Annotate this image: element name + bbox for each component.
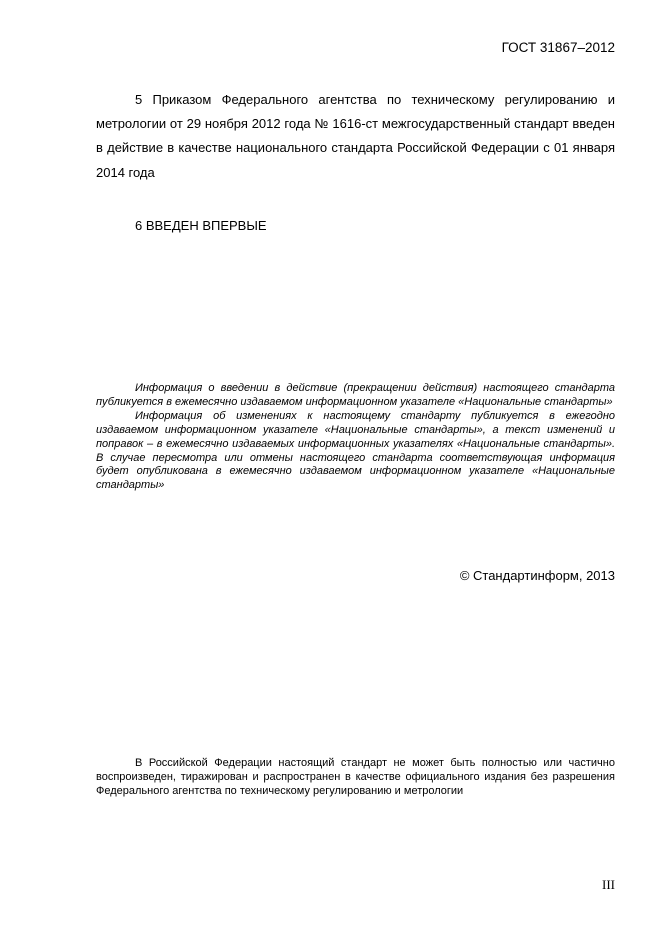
copyright-notice: © Стандартинформ, 2013 <box>459 568 615 583</box>
info-paragraph-2: Информация об изменениях к настоящему стандарту публикуется в ежегодно издаваемом информационном указателе «Национальные стандарты», а текст изменений и поправок – в ежемесячно издаваемых информационных указателях «Национальные стандарты». В случае пересмотра или отмены настоящего стандарта соответствующая информация будет опубликована в ежемесячно издаваемом информационном указателе «Национальные стандарты» <box>96 409 615 492</box>
publication-info-block <box>96 382 615 493</box>
section-item-5 <box>96 88 615 185</box>
item-5-text: 5 Приказом Федерального агентства по техническому регулированию и метрологии от 29 ноября 2012 года № 1616-ст межгосударственный стандарт введен в действие в качестве национального стандарта Российской Федерации с 01 января 2014 года <box>96 92 615 180</box>
section-item-6: 6 ВВЕДЕН ВПЕРВЫЕ <box>135 218 267 233</box>
legal-notice-text: В Российской Федерации настоящий стандарт не может быть полностью или частично воспроизведен, тиражирован и распространен в качестве официального издания без разрешения Федерального агентства по техническому регулированию и метрологии <box>96 757 615 797</box>
document-header-standard-id: ГОСТ 31867–2012 <box>501 40 615 55</box>
info-paragraph-1: Информация о введении в действие (прекращении действия) настоящего стандарта публикуется в ежемесячно издаваемом информационном указателе «Национальные стандарты» <box>96 382 615 408</box>
legal-notice-block <box>96 757 615 799</box>
page-number: III <box>602 877 615 892</box>
